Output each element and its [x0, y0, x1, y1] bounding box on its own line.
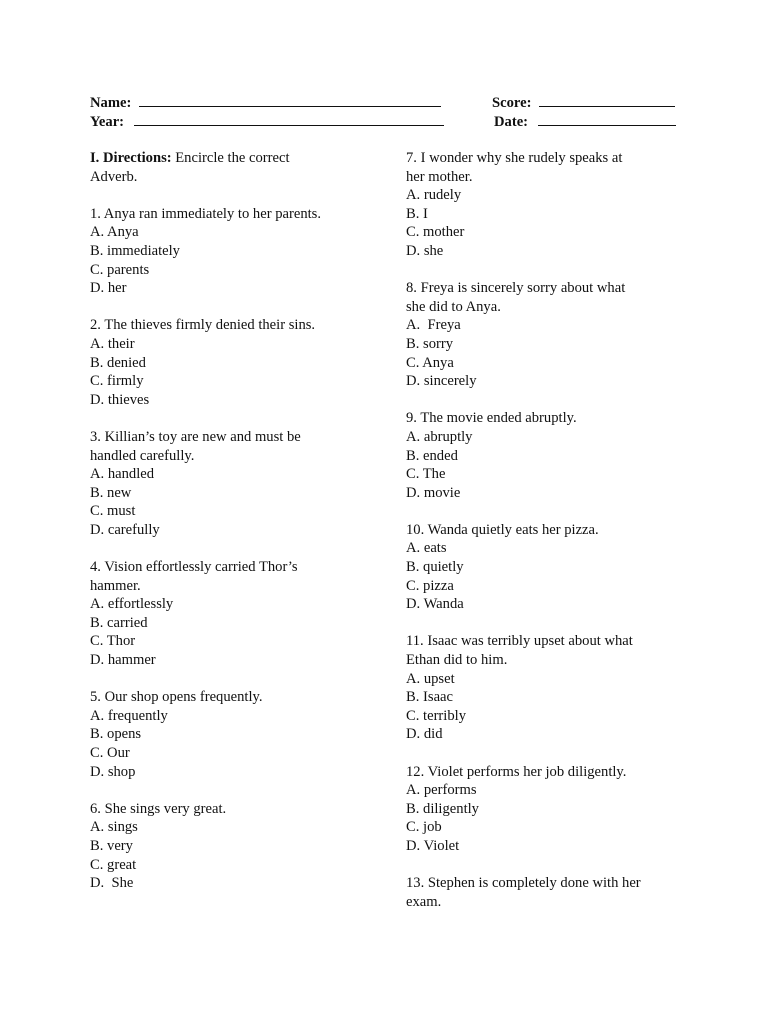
answer-option[interactable]: C. Anya: [406, 354, 454, 371]
directions-text-1: Encircle the correct: [171, 150, 290, 166]
answer-option[interactable]: C. The: [406, 466, 446, 483]
date-field: [494, 112, 676, 132]
directions-label: I. Directions:: [90, 150, 172, 166]
question-text: 2. The thieves firmly denied their sins.: [90, 317, 316, 334]
right-column: [406, 149, 696, 930]
answer-option[interactable]: D. Wanda: [406, 596, 464, 613]
question-text: her mother.: [406, 168, 473, 185]
answer-option[interactable]: B. opens: [90, 726, 142, 743]
question-text: 1. Anya ran immediately to her parents.: [90, 205, 321, 222]
answer-option[interactable]: A. their: [90, 335, 135, 352]
answer-option[interactable]: A. eats: [406, 540, 447, 557]
answer-option[interactable]: B. diligently: [406, 800, 479, 817]
question-text: she did to Anya.: [406, 298, 501, 315]
question-text: 13. Stephen is completely done with her: [406, 875, 641, 892]
answer-option[interactable]: C. pizza: [406, 577, 454, 594]
answer-option[interactable]: D. her: [90, 280, 127, 297]
question-10: [406, 521, 696, 614]
question-text: 8. Freya is sincerely sorry about what: [406, 280, 626, 297]
answer-option[interactable]: A. effortlessly: [90, 596, 174, 613]
question-text: 12. Violet performs her job diligently.: [406, 763, 627, 780]
year-label: Year:: [90, 114, 125, 130]
answer-option[interactable]: C. job: [406, 819, 442, 836]
question-7: [406, 149, 696, 261]
answer-option[interactable]: A. frequently: [90, 707, 168, 724]
question-text: 6. She sings very great.: [90, 800, 227, 817]
question-8: [406, 279, 696, 391]
question-12: [406, 763, 696, 856]
score-label: Score:: [492, 95, 532, 111]
question-11: [406, 632, 696, 744]
answer-option[interactable]: D. hammer: [90, 652, 156, 669]
date-label: Date:: [494, 114, 529, 130]
answer-option[interactable]: D. thieves: [90, 391, 150, 408]
answer-option[interactable]: B. quietly: [406, 559, 464, 576]
answer-option[interactable]: B. immediately: [90, 242, 180, 259]
answer-option[interactable]: C. Our: [90, 745, 130, 761]
answer-option[interactable]: A. handled: [90, 466, 155, 483]
answer-option[interactable]: D. did: [406, 726, 443, 743]
answer-option[interactable]: C. terribly: [406, 707, 466, 724]
name-label: Name:: [90, 95, 132, 111]
answer-option[interactable]: B. very: [90, 837, 133, 854]
question-text: 10. Wanda quietly eats her pizza.: [406, 521, 599, 538]
directions-text-2: Adverb.: [90, 168, 138, 185]
answer-option[interactable]: A. rudely: [406, 187, 462, 204]
answer-option[interactable]: D. shop: [90, 763, 136, 780]
question-5: [90, 688, 380, 781]
answer-option[interactable]: B. new: [90, 484, 132, 501]
answer-option[interactable]: D. carefully: [90, 521, 160, 538]
left-column: [90, 149, 380, 911]
answer-option[interactable]: D. Violet: [406, 837, 460, 854]
year-blank[interactable]: [134, 112, 444, 126]
question-2: [90, 316, 380, 409]
question-text: 7. I wonder why she rudely speaks at: [406, 150, 623, 166]
answer-option[interactable]: A. abruptly: [406, 428, 473, 445]
answer-option[interactable]: D. she: [406, 242, 444, 259]
question-text: 3. Killian’s toy are new and must be: [90, 428, 301, 445]
question-13: [406, 874, 696, 911]
answer-option[interactable]: A. performs: [406, 782, 477, 799]
question-text: exam.: [406, 893, 442, 910]
name-field: [90, 93, 441, 113]
answer-option[interactable]: A. Anya: [90, 224, 139, 241]
question-text: hammer.: [90, 577, 141, 594]
answer-option[interactable]: C. Thor: [90, 633, 136, 650]
question-1: [90, 205, 380, 298]
score-blank[interactable]: [539, 93, 675, 107]
answer-option[interactable]: C. parents: [90, 261, 150, 278]
question-9: [406, 409, 696, 502]
answer-option[interactable]: C. firmly: [90, 373, 144, 390]
score-field: [492, 93, 675, 113]
answer-option[interactable]: D. She: [90, 875, 134, 892]
question-4: [90, 558, 380, 670]
answer-option[interactable]: B. ended: [406, 447, 458, 464]
answer-option[interactable]: B. I: [406, 205, 428, 222]
answer-option[interactable]: A. upset: [406, 670, 455, 687]
question-text: 5. Our shop opens frequently.: [90, 689, 263, 706]
answer-option[interactable]: B. carried: [90, 614, 148, 631]
answer-option[interactable]: C. must: [90, 503, 136, 520]
answer-option[interactable]: A. Freya: [406, 317, 461, 334]
answer-option[interactable]: B. sorry: [406, 335, 454, 352]
question-text: 9. The movie ended abruptly.: [406, 410, 577, 427]
answer-option[interactable]: A. sings: [90, 819, 138, 836]
year-field: [90, 112, 444, 132]
question-text: 11. Isaac was terribly upset about what: [406, 633, 633, 650]
answer-option[interactable]: C. great: [90, 856, 137, 873]
answer-option[interactable]: D. movie: [406, 484, 461, 501]
question-text: 4. Vision effortlessly carried Thor’s: [90, 559, 298, 576]
date-blank[interactable]: [538, 112, 676, 126]
answer-option[interactable]: D. sincerely: [406, 373, 477, 390]
name-blank[interactable]: [139, 93, 441, 107]
question-3: [90, 428, 380, 540]
directions: [90, 149, 380, 186]
question-6: [90, 800, 380, 893]
answer-option[interactable]: C. mother: [406, 224, 465, 241]
question-text: handled carefully.: [90, 447, 195, 464]
question-text: Ethan did to him.: [406, 652, 508, 669]
answer-option[interactable]: B. Isaac: [406, 689, 454, 706]
answer-option[interactable]: B. denied: [90, 354, 146, 371]
